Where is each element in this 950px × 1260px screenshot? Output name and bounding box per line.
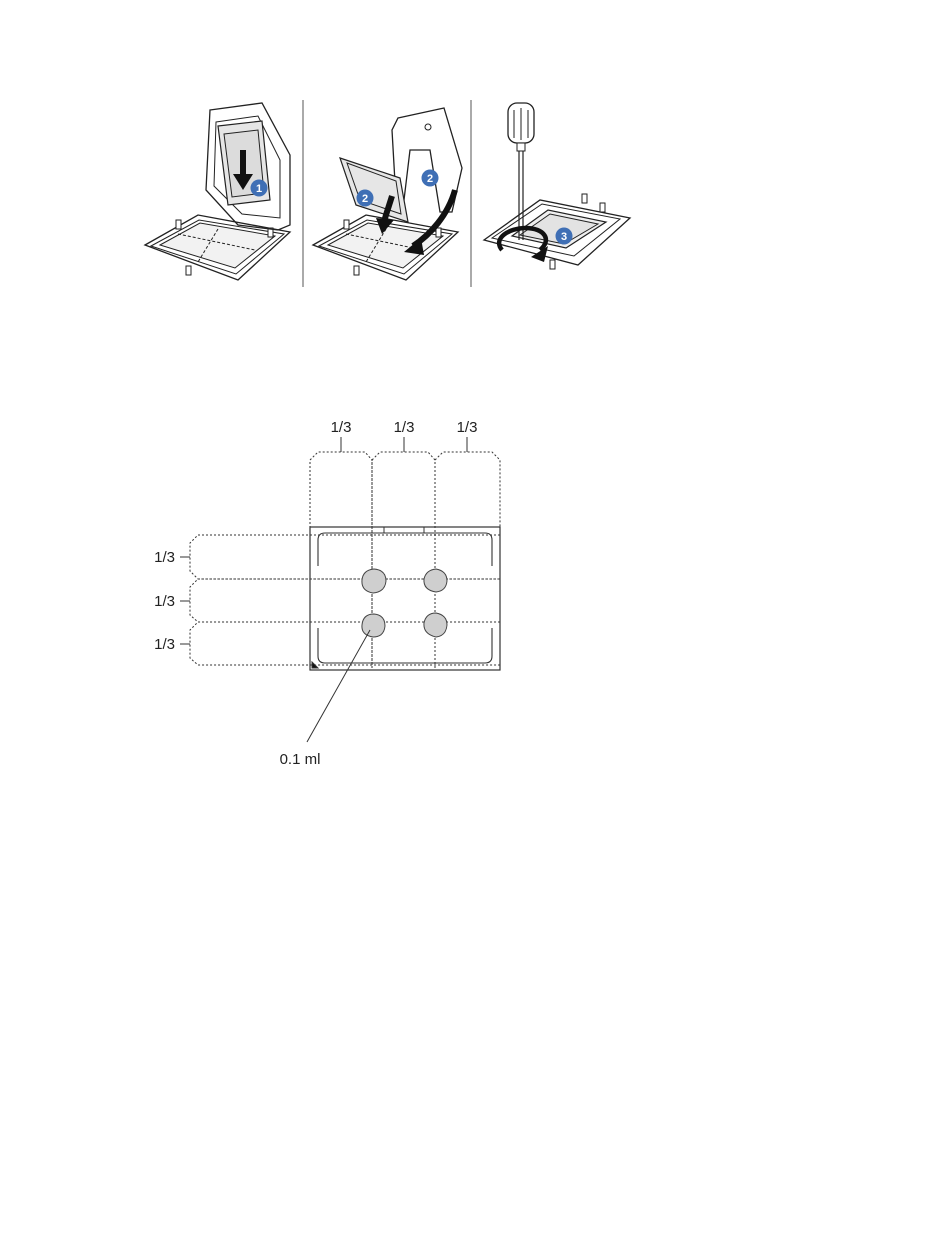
grease-dot-3 <box>362 614 385 637</box>
svg-text:2: 2 <box>426 173 434 185</box>
dot-leader-line <box>307 630 370 742</box>
column-label-3: 1/3 <box>456 419 478 436</box>
svg-text:2: 2 <box>361 193 369 205</box>
svg-text:3: 3 <box>560 231 568 243</box>
grease-dot-1 <box>362 569 386 593</box>
grease-dot-2 <box>424 569 447 592</box>
processor-outline <box>310 527 500 670</box>
row-label-3: 1/3 <box>154 636 175 653</box>
row-label-2: 1/3 <box>154 593 175 610</box>
column-brackets <box>310 452 500 668</box>
row-label-1: 1/3 <box>154 549 175 566</box>
column-label-2: 1/3 <box>393 419 415 436</box>
column-label-1: 1/3 <box>330 419 352 436</box>
grease-dot-4 <box>424 613 447 637</box>
svg-text:1: 1 <box>255 183 263 195</box>
row-brackets <box>190 535 500 665</box>
grease-amount-label: 0.1 ml <box>279 751 321 768</box>
